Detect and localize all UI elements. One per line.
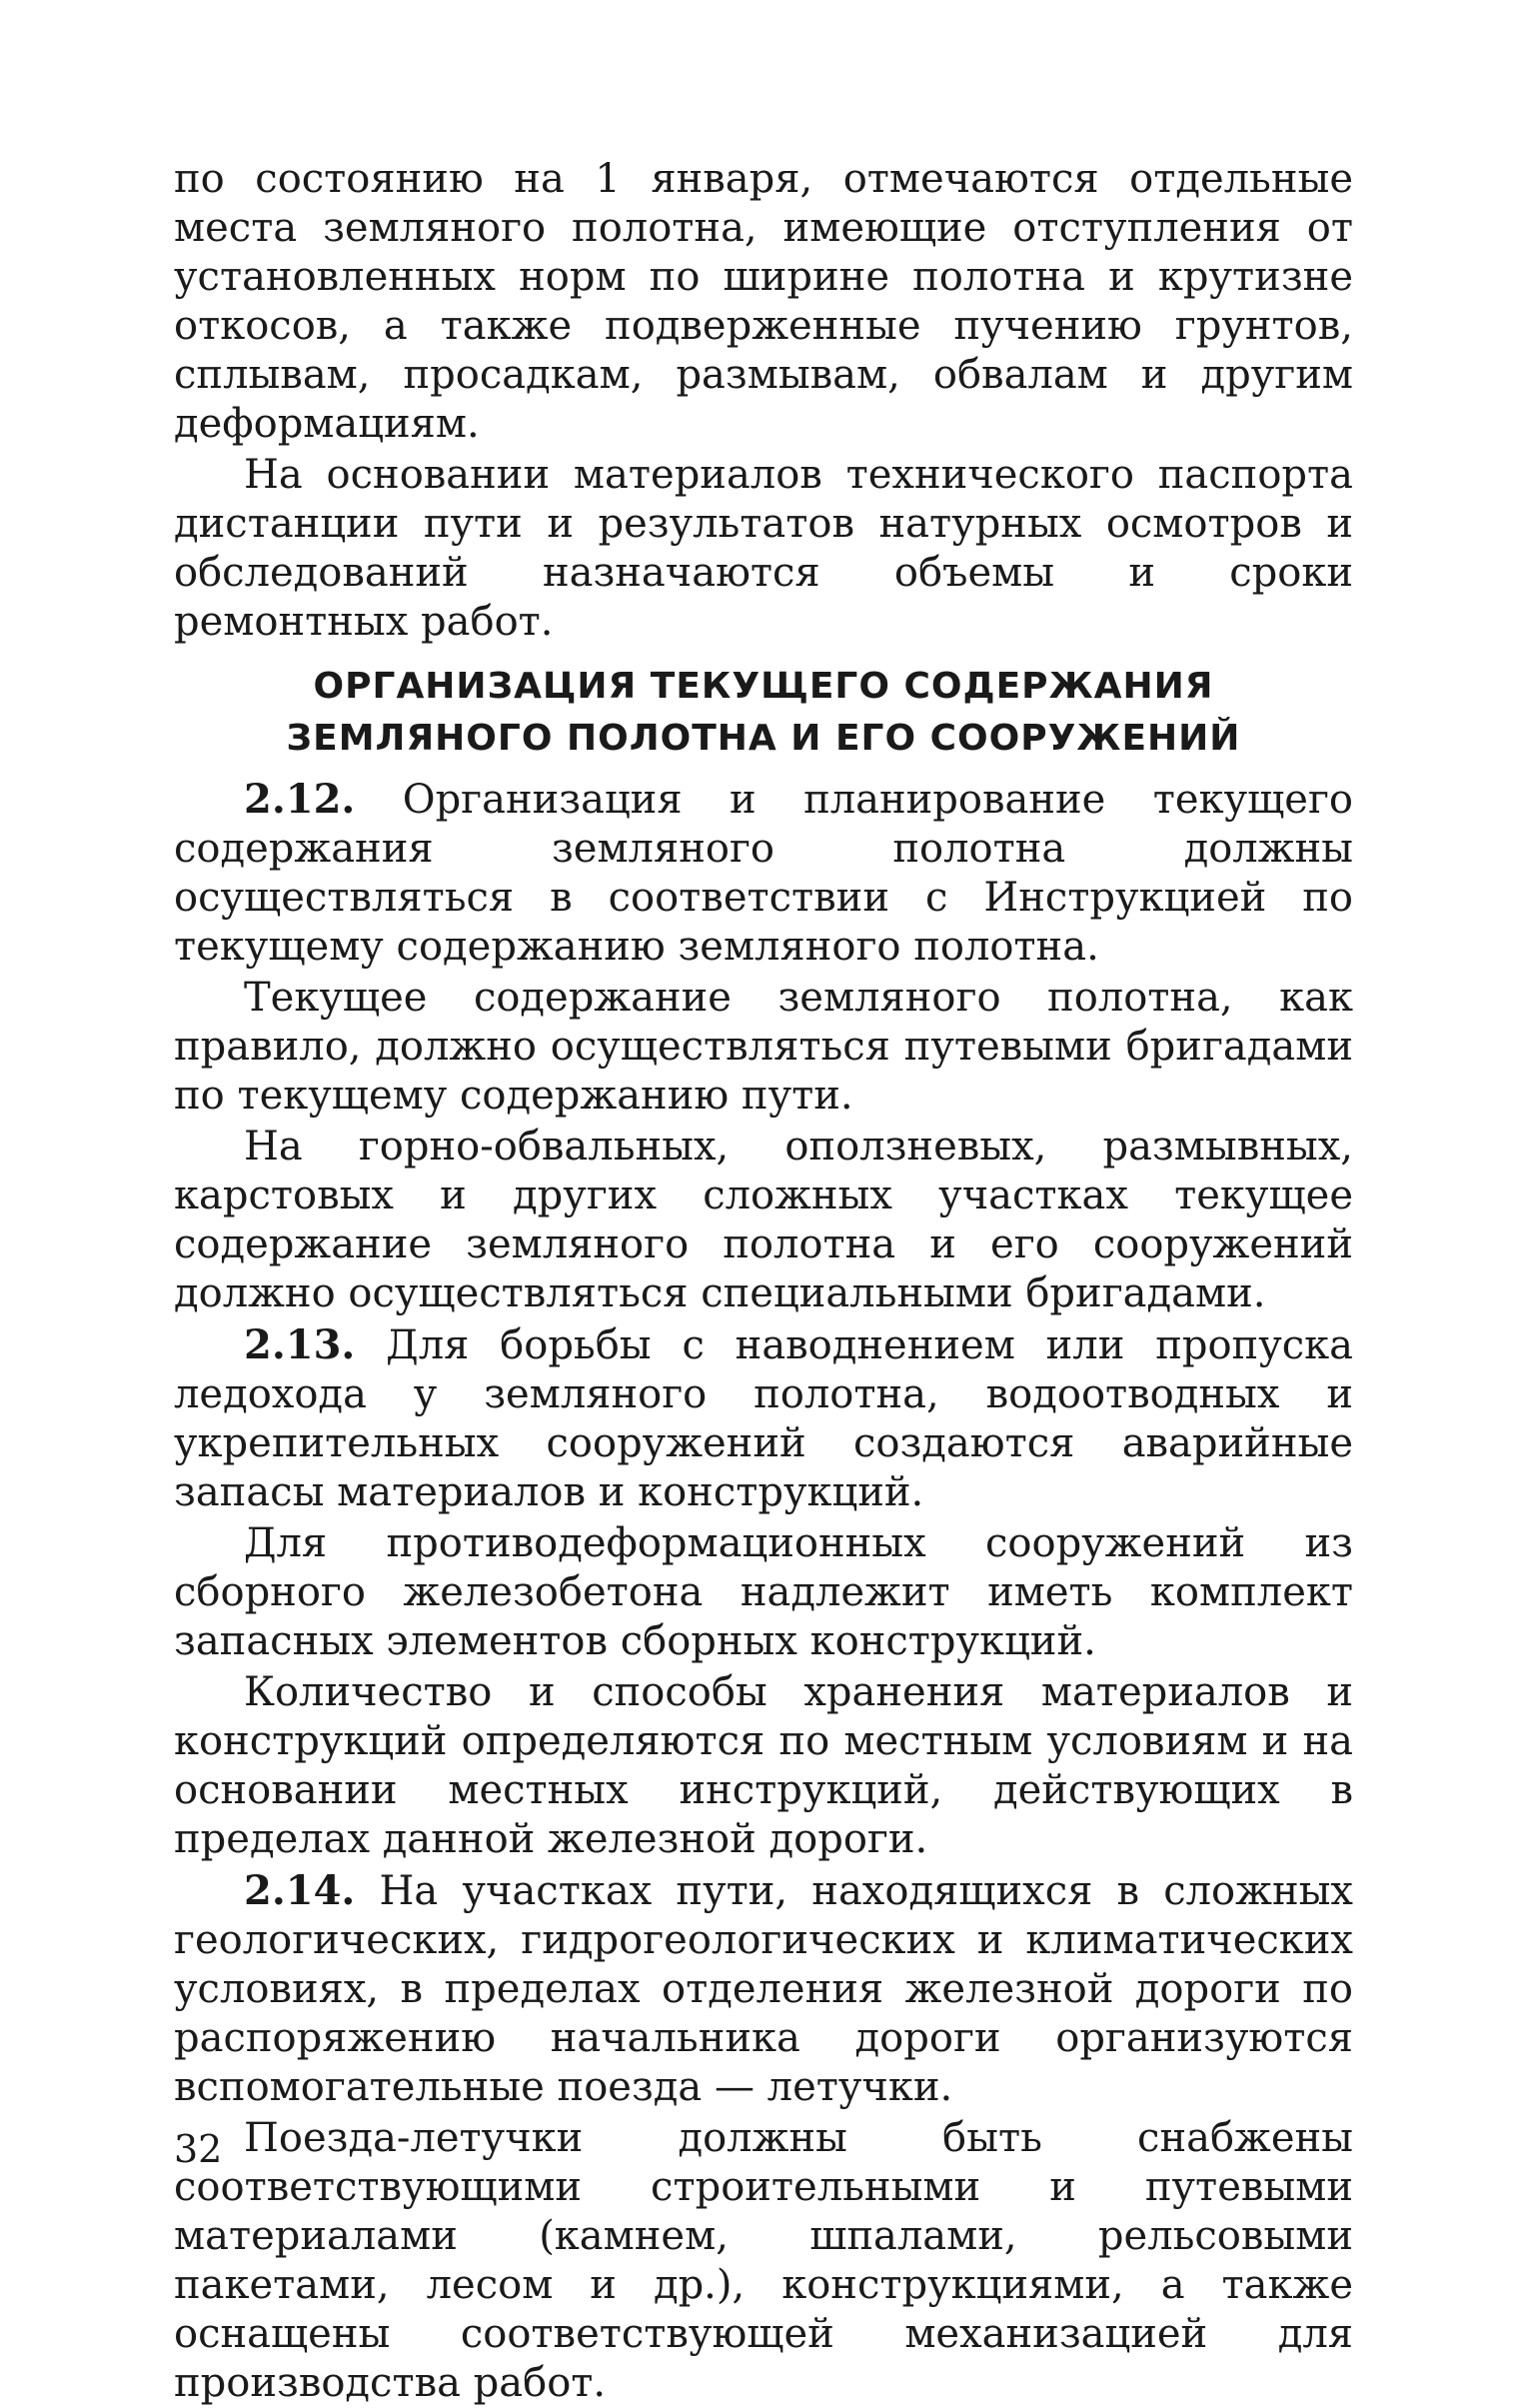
clause-2-14 [174, 1866, 1353, 2112]
paragraph-spare-elements: Для противодеформационных сооружений из сборного железобетона надлежит иметь комплект запасных элементов сборных конструкций. [174, 1520, 1353, 1664]
paragraph-passport: На основании материалов технического паспорта дистанции пути и результатов натурных осмотров и обследований назначаются объемы и сроки ремонтных работ. [174, 452, 1353, 645]
clause-2-12 [174, 775, 1353, 972]
section-heading [174, 661, 1353, 765]
section-heading-line-2: ЗЕМЛЯНОГО ПОЛОТНА И ЕГО СООРУЖЕНИЙ [286, 718, 1241, 759]
page-body [174, 155, 1353, 2408]
clause-number: 2.12. [244, 776, 356, 823]
page-number: 32 [174, 2127, 223, 2171]
clause-text: Для борьбы с наводнением или пропуска ледохода у земляного полотна, водоотводных и укрепительных сооружений создаются аварийные запасы материалов и конструкций. [174, 1322, 1353, 1515]
clause-2-13 [174, 1320, 1353, 1517]
paragraph-continuation: по состоянию на 1 января, отмечаются отдельные места земляного полотна, имеющие отступления от установленных норм по ширине полотна и крутизне откосов, а также подверженные пучению грунтов, сплывам, просадкам, размывам, обвалам и другим деформациям. [174, 156, 1353, 447]
clause-number: 2.13. [244, 1321, 356, 1368]
clause-text: На участках пути, находящихся в сложных геологических, гидрогеологических и климатических условиях, в пределах отделения железной дороги по распоряжению начальника дороги организуются вспомогательные поезда — летучки. [174, 1868, 1353, 2110]
paragraph-storage: Количество и способы хранения материалов и конструкций определяются по местным условиям и на основании местных инструкций, действующих в пределах данной железной дороги. [174, 1669, 1353, 1862]
paragraph-current-maintenance: Текущее содержание земляного полотна, как правило, должно осуществляться путевыми бригадами по текущему содержанию пути. [174, 975, 1353, 1119]
paragraph-flying-trains: Поезда-летучки должны быть снабжены соответствующими строительными и путевыми материалами (камнем, шпалами, рельсовыми пакетами, лесом и др.), конструкциями, а также оснащены соответствующей механизацией для производства работ. [174, 2115, 1353, 2406]
paragraph-special-crews: На горно-обвальных, оползневых, размывных, карстовых и других сложных участках текущее содержание земляного полотна и его сооружений должно осуществляться специальными бригадами. [174, 1124, 1353, 1316]
clause-number: 2.14. [244, 1867, 356, 1914]
clause-text: Организация и планирование текущего содержания земляного полотна должны осуществляться в соответствии с Инструкцией по текущему содержанию земляного полотна. [174, 777, 1353, 970]
section-heading-line-1: ОРГАНИЗАЦИЯ ТЕКУЩЕГО СОДЕРЖАНИЯ [313, 666, 1214, 707]
